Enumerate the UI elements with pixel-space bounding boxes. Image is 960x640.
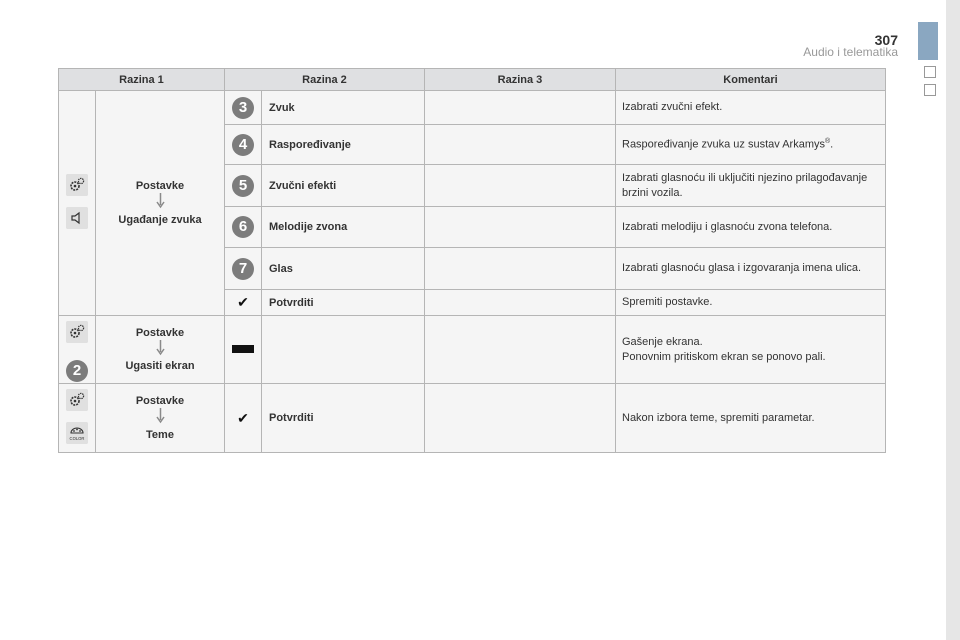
level3-cell: [425, 165, 616, 207]
marker-box: [924, 84, 936, 96]
badge-cell: [225, 248, 262, 290]
level2-cell: Melodije zvona: [262, 207, 425, 248]
comment-text: Raspoređivanje zvuka uz sustav Arkamys: [622, 138, 825, 151]
color-icon-label: COLOR: [69, 436, 85, 441]
column-header-level3: Razina 3: [425, 69, 616, 91]
level2-cell: Potvrditi: [262, 290, 425, 316]
level3-cell: [425, 91, 616, 125]
badge-cell: [225, 207, 262, 248]
checkmark-icon: ✔: [237, 294, 249, 310]
level2-cell: Zvučni efekti: [262, 165, 425, 207]
level2-cell: Glas: [262, 248, 425, 290]
settings-icon: [66, 321, 88, 343]
level3-cell: [425, 207, 616, 248]
level3-cell: [425, 316, 616, 384]
marker-box: [924, 66, 936, 78]
comment-cell: Izabrati melodiju i glasnoću zvona telefona.: [616, 207, 886, 248]
speaker-icon: [66, 207, 88, 229]
comment-cell: [616, 125, 886, 165]
column-header-level1: Razina 1: [59, 69, 225, 91]
arrow-down-icon: [156, 340, 165, 356]
step-badge: 7: [232, 258, 254, 280]
comment-cell: Izabrati glasnoću ili uključiti njezino prilagođavanje brzini vozila.: [616, 165, 886, 207]
table-row: [59, 316, 886, 384]
registered-mark: ®: [824, 137, 831, 145]
column-header-level2: Razina 2: [225, 69, 425, 91]
settings-icon: [66, 174, 88, 196]
badge-cell: [225, 316, 262, 384]
comment-end: .: [830, 138, 834, 151]
level1-top-label: Postavke: [135, 180, 185, 193]
group-icons: [59, 316, 96, 384]
page-number: 307: [874, 32, 898, 48]
level3-cell: [425, 248, 616, 290]
level1-top-label: Postavke: [135, 326, 185, 339]
comment-cell: Izabrati glasnoću glasa i izgovaranja imena ulica.: [616, 248, 886, 290]
level3-cell: [425, 290, 616, 316]
page-edge-strip: [946, 0, 960, 640]
screen-off-icon: [232, 345, 254, 353]
badge-cell: [225, 290, 262, 316]
comment-cell: Nakon izbora teme, spremiti parametar.: [616, 384, 886, 453]
badge-cell: [225, 91, 262, 125]
level1-bottom-label: Teme: [146, 428, 174, 441]
level2-cell: Raspoređivanje: [262, 125, 425, 165]
checkmark-icon: ✔: [237, 409, 249, 426]
level2-cell: Zvuk: [262, 91, 425, 125]
comment-line: Ponovnim pritiskom ekran se ponovo pali.: [622, 350, 826, 363]
comment-line: Gašenje ekrana.: [622, 335, 703, 348]
palette-color-icon: [66, 422, 88, 444]
settings-table: [58, 68, 886, 453]
table-row: [59, 384, 886, 453]
level1-top-label: Postavke: [135, 395, 185, 408]
badge-cell: [225, 125, 262, 165]
table-row: [59, 91, 886, 125]
table-header-row: [59, 69, 886, 91]
chapter-tab: [918, 22, 938, 60]
level3-cell: [425, 125, 616, 165]
group-icons: [59, 384, 96, 453]
comment-cell: [616, 316, 886, 384]
level3-cell: [425, 384, 616, 453]
level1-cell: [96, 91, 225, 316]
arrow-down-icon: [156, 408, 165, 424]
arrow-down-icon: [156, 193, 165, 209]
badge-cell: [225, 165, 262, 207]
step-badge: 4: [232, 134, 254, 156]
level2-cell: Potvrditi: [262, 384, 425, 453]
comment-cell: Spremiti postavke.: [616, 290, 886, 316]
comment-cell: Izabrati zvučni efekt.: [616, 91, 886, 125]
group-icons: [59, 91, 96, 316]
step-badge: 2: [66, 360, 88, 382]
level1-cell: [96, 316, 225, 384]
level1-bottom-label: Ugađanje zvuka: [118, 213, 202, 226]
level1-cell: [96, 384, 225, 453]
level2-cell: [262, 316, 425, 384]
section-title: Audio i telematika: [803, 45, 898, 59]
step-badge: 6: [232, 216, 254, 238]
badge-cell: [225, 384, 262, 453]
step-badge: 5: [232, 175, 254, 197]
level1-bottom-label: Ugasiti ekran: [125, 360, 195, 373]
step-badge: 3: [232, 97, 254, 119]
settings-icon: [66, 389, 88, 411]
column-header-comments: Komentari: [616, 69, 886, 91]
